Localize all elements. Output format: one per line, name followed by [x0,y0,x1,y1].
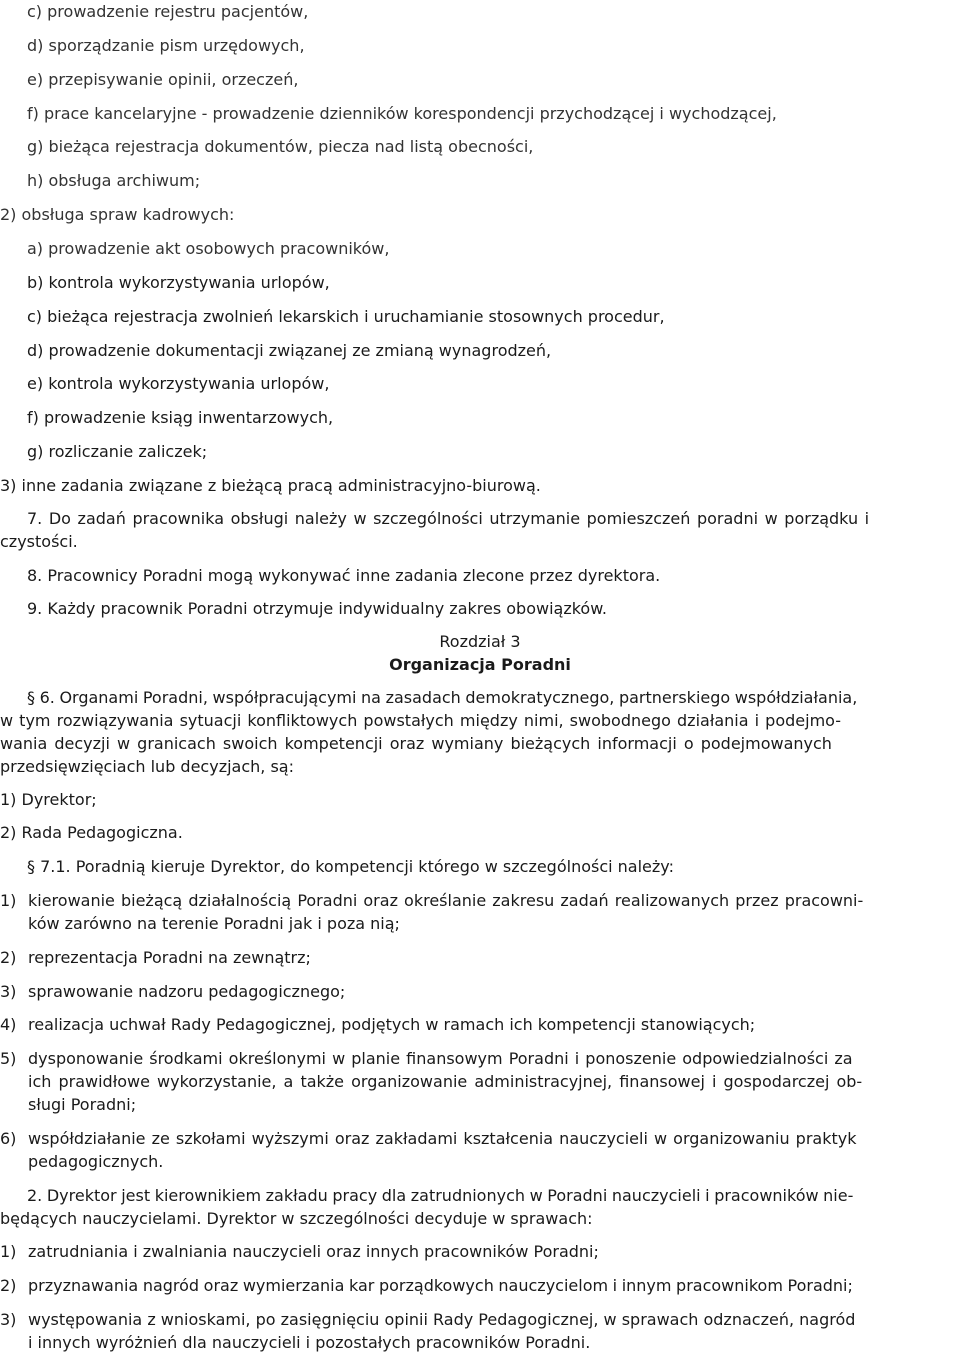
list-item-text: zatrudniania i zwalniania nauczycieli oraz innych pracowników Poradni; [28,1242,599,1261]
list-item-text: ków zarówno na terenie Poradni jak i poza nią; [28,914,400,933]
item-label: e) [27,70,44,89]
list-item-label: 4) [0,1015,17,1034]
list-item [27,2,308,22]
item-label: f) [27,408,39,427]
list-item [0,823,183,843]
list-item [27,341,551,361]
item-label: g) [27,137,44,156]
list-item [27,239,389,259]
item-label: e) [27,374,44,393]
item-label: c) [27,307,43,326]
item-text: prowadzenie rejestru pacjentów, [47,2,309,21]
list-item [27,442,207,462]
list-item-text: ich prawidłowe wykorzystanie, a także organizowanie administracyjnej, finansowej i gospodarczej ob- [28,1072,863,1091]
item-label: 1) [0,790,17,809]
paragraph-line: będących nauczycielami. Dyrektor w szczególności decyduje w sprawach: [0,1209,593,1228]
paragraph-line: 9. Każdy pracownik Poradni otrzymuje indywidualny zakres obowiązków. [27,599,607,618]
list-item [27,408,333,428]
list-item-text: przyznawania nagród oraz wymierzania kar porządkowych nauczycielom i innym pracownikom Poradni; [28,1276,853,1295]
list-item-label: 5) [0,1049,17,1068]
list-item-text: sługi Poradni; [28,1095,137,1114]
list-item [0,790,97,810]
list-item-text: kierowanie bieżącą działalnością Poradni oraz określanie zakresu zadań realizowanych przez pracowni- [28,891,864,910]
item-label: 3) [0,476,17,495]
paragraph-line: 7. Do zadań pracownika obsługi należy w szczególności utrzymanie pomieszczeń poradni w porządku i [27,509,870,528]
item-label: d) [27,341,44,360]
item-text: bieżąca rejestracja zwolnień lekarskich i uruchamianie stosownych procedur, [47,307,665,326]
item-text: prowadzenie dokumentacji związanej ze zmianą wynagrodzeń, [48,341,552,360]
paragraph-line: czystości. [0,532,78,551]
item-text: sporządzanie pism urzędowych, [48,36,305,55]
list-item [27,171,200,191]
list-item [27,307,665,327]
item-text: prowadzenie ksiąg inwentarzowych, [43,408,334,427]
item-text: obsługa spraw kadrowych: [21,205,235,224]
item-text: rozliczanie zaliczek; [48,442,208,461]
list-item-label: 2) [0,948,17,967]
item-label: 2) [0,205,17,224]
list-item [27,104,777,124]
item-label: 2) [0,823,17,842]
list-item-text: realizacja uchwał Rady Pedagogicznej, podjętych w ramach ich kompetencji stanowiących; [28,1015,756,1034]
list-item [27,374,329,394]
item-label: f) [27,104,39,123]
item-text: bieżąca rejestracja dokumentów, piecza nad listą obecności, [48,137,534,156]
item-text: prowadzenie akt osobowych pracowników, [48,239,390,258]
chapter-number: Rozdział 3 [439,632,521,651]
list-item [0,476,541,496]
item-label: b) [27,273,44,292]
item-text: Rada Pedagogiczna. [21,823,183,842]
item-label: d) [27,36,44,55]
paragraph-line: § 6. Organami Poradni, współpracującymi na zasadach demokratycznego, partnerskiego współdziałania, [27,688,858,707]
list-item-label: 3) [0,1310,17,1329]
chapter-title: Organizacja Poradni [389,655,571,674]
item-text: Dyrektor; [21,790,97,809]
paragraph-line: wania decyzji w granicach swoich kompetencji oraz wymiany bieżących informacji o podejmowanych [0,734,832,753]
item-text: inne zadania związane z bieżącą pracą administracyjno-biurową. [21,476,541,495]
paragraph-line: przedsięwzięciach lub decyzjach, są: [0,757,294,776]
list-item [0,205,234,225]
list-item-text: sprawowanie nadzoru pedagogicznego; [28,982,346,1001]
list-item [27,137,533,157]
list-item [27,70,298,90]
paragraph-line: § 7.1. Poradnią kieruje Dyrektor, do kompetencji którego w szczególności należy: [27,857,674,876]
item-label: h) [27,171,44,190]
item-text: prace kancelaryjne - prowadzenie dzienników korespondencji przychodzącej i wychodzącej, [43,104,777,123]
list-item-text: dysponowanie środkami określonymi w planie finansowym Poradni i ponoszenie odpowiedzialności za [28,1049,853,1068]
list-item-text: współdziałanie ze szkołami wyższymi oraz zakładami kształcenia nauczycieli w organizowaniu praktyk [28,1129,857,1148]
list-item [27,273,330,293]
list-item-label: 6) [0,1129,17,1148]
list-item-label: 1) [0,1242,17,1261]
paragraph-line: 8. Pracownicy Poradni mogą wykonywać inne zadania zlecone przez dyrektora. [27,566,661,585]
paragraph-line: w tym rozwiązywania sytuacji konfliktowych powstałych między nimi, swobodnego działania i podejmo- [0,711,842,730]
item-label: g) [27,442,44,461]
item-label: a) [27,239,44,258]
paragraph-line: 2. Dyrektor jest kierownikiem zakładu pracy dla zatrudnionych w Poradni nauczycieli i pracowników nie- [27,1186,854,1205]
item-text: przepisywanie opinii, orzeczeń, [48,70,299,89]
list-item-text: reprezentacja Poradni na zewnątrz; [28,948,311,967]
list-item-label: 1) [0,891,17,910]
list-item-text: występowania z wnioskami, po zasięgnięciu opinii Rady Pedagogicznej, w sprawach odznaczeń, nagród [28,1310,856,1329]
list-item-label: 3) [0,982,17,1001]
list-item-text: pedagogicznych. [28,1152,164,1171]
list-item-label: 2) [0,1276,17,1295]
item-label: c) [27,2,43,21]
list-item-text: i innych wyróżnień dla nauczycieli i pozostałych pracowników Poradni. [28,1333,591,1352]
item-text: kontrola wykorzystywania urlopów, [48,273,330,292]
list-item [27,36,305,56]
item-text: obsługa archiwum; [48,171,201,190]
item-text: kontrola wykorzystywania urlopów, [48,374,330,393]
